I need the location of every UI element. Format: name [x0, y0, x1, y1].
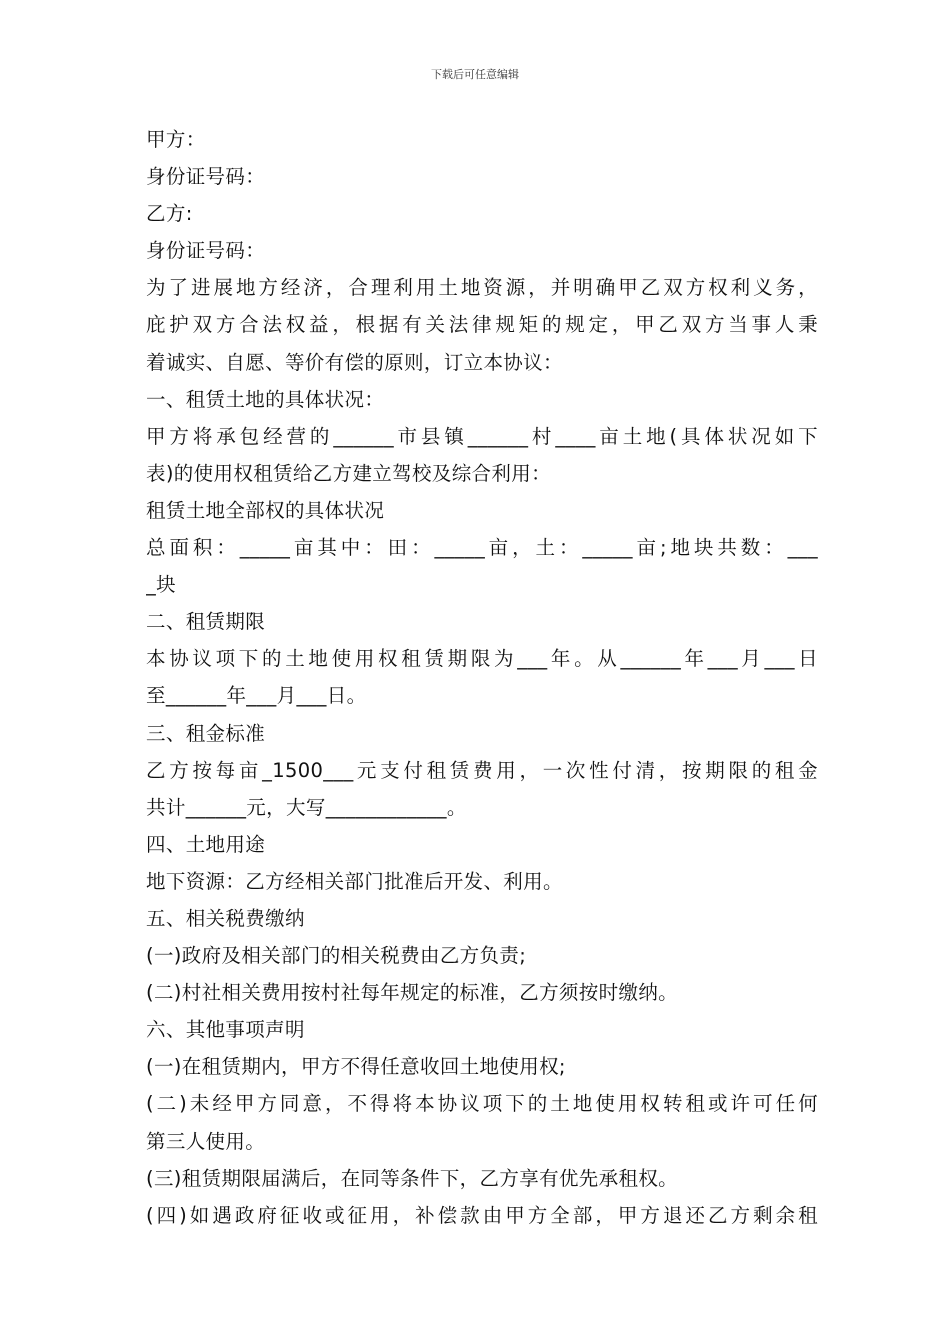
document-line: (一)政府及相关部门的相关税费由乙方负责; — [146, 944, 527, 968]
document-line: 总面积：_____亩其中：田：_____亩，土：_____亩;地块共数：___ — [146, 536, 818, 560]
document-line: (三)租赁期限届满后，在同等条件下，乙方享有优先承租权。 — [146, 1166, 679, 1190]
document-line: 本协议项下的土地使用权租赁期限为___年。从______年___月___日 — [146, 647, 818, 671]
document-line: 三、租金标准 — [146, 721, 266, 745]
document-line: 身份证号码： — [146, 165, 266, 189]
document-line: 庇护双方合法权益，根据有关法律规矩的规定，甲乙双方当事人秉 — [146, 313, 818, 337]
document-body — [146, 121, 818, 1234]
document-line: 地下资源：乙方经相关部门批准后开发、利用。 — [146, 869, 563, 893]
document-line: 租赁土地全部权的具体状况 — [146, 498, 385, 522]
document-line: 五、相关税费缴纳 — [146, 906, 305, 930]
document-line: (二)村社相关费用按村社每年规定的标准，乙方须按时缴纳。 — [146, 981, 679, 1005]
document-line: 身份证号码： — [146, 239, 266, 263]
document-line: 第三人使用。 — [146, 1129, 266, 1153]
document-line: 四、土地用途 — [146, 832, 266, 856]
document-line: 六、其他事项声明 — [146, 1018, 305, 1042]
document-line: 甲方： — [146, 128, 206, 151]
document-line: (四)如遇政府征收或征用，补偿款由甲方全部，甲方退还乙方剩余租 — [146, 1203, 818, 1227]
document-line: _块 — [146, 573, 176, 597]
document-line: 乙方: — [146, 202, 193, 226]
document-line: (一)在租赁期内，甲方不得任意收回土地使用权; — [146, 1055, 566, 1079]
document-line: 至______年___月___日。 — [146, 684, 367, 708]
document-line: 共计______元，大写____________。 — [146, 795, 467, 819]
document-line: (二)未经甲方同意，不得将本协议项下的土地使用权转租或许可任何 — [146, 1092, 818, 1116]
document-line: 为了进展地方经济，合理利用土地资源，并明确甲乙双方权利义务， — [146, 276, 818, 300]
document-line: 甲方将承包经营的______市县镇______村____亩土地(具体状况如下 — [146, 424, 818, 448]
page-header-note: 下载后可任意编辑 — [431, 68, 519, 81]
document-line: 着诚实、自愿、等价有偿的原则，订立本协议： — [146, 350, 563, 374]
document-line: 一、租赁土地的具体状况： — [146, 387, 385, 411]
document-line: 表)的使用权租赁给乙方建立驾校及综合利用： — [146, 461, 551, 485]
document-line: 二、租赁期限 — [146, 610, 266, 634]
document-line: 乙方按每亩_1500___元支付租赁费用，一次性付清，按期限的租金 — [146, 758, 818, 782]
